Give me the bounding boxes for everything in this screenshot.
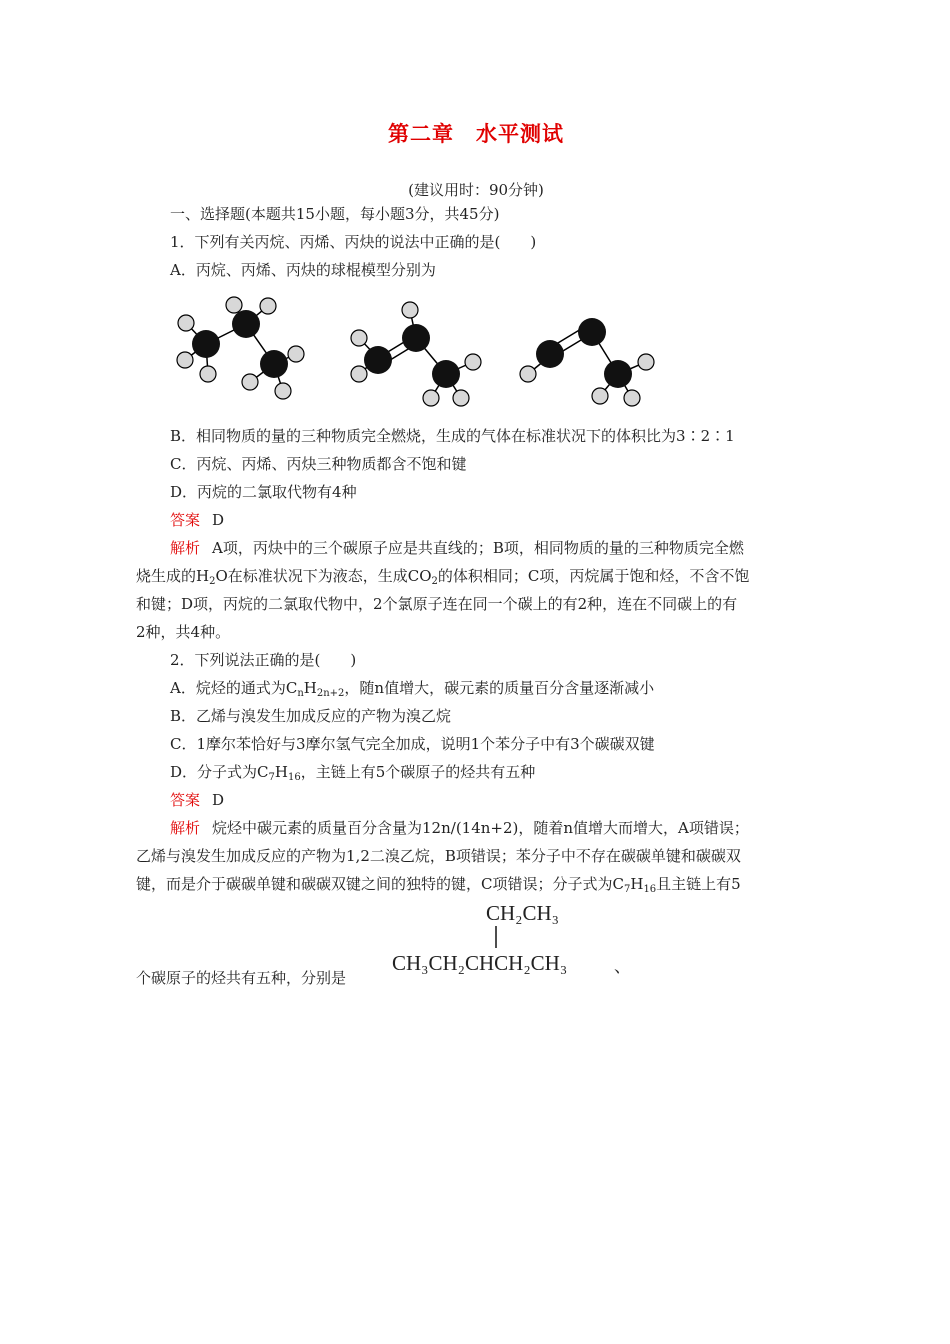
- question-2-option-b: B．乙烯与溴发生加成反应的产物为溴乙烷: [170, 707, 452, 725]
- question-1-answer: [170, 510, 224, 530]
- question-1-analysis-line-2: 烧生成的$H_2O$在标准状况下为液态，生成$CO_2$的体积相同；C项，丙烷属于饱和烃，不含不饱: [136, 567, 750, 587]
- formula-main-chain: CH₃CH₂CHCH₂CH₃: [392, 951, 568, 975]
- question-2-analysis-line-3: 键，而是介于碳碳单键和碳碳双键之间的独特的键，C项错误；分子式为$C_7H_{16}$且主链上有5: [136, 875, 741, 895]
- question-1-option-c: C．丙烷、丙烯、丙炔三种物质都含不饱和键: [170, 455, 467, 473]
- question-1-analysis-line-1: 解析 A项，丙炔中的三个碳原子应是共直线的；B项，相同物质的量的三种物质完全燃: [170, 539, 744, 557]
- question-2-option-a: A．烷烃的通式为$C_nH_{2n+2}$，随n值增大，碳元素的质量百分含量逐渐减小: [170, 679, 655, 699]
- answer-value: D: [212, 511, 225, 529]
- question-1-analysis-line-3: 和键；D项，丙烷的二氯取代物中，2个氯原子连在同一个碳上的有2种，连在不同碳上的有: [136, 595, 738, 613]
- formula-branch: CH₂CH₃: [486, 901, 559, 925]
- question-2-option-c: C．1摩尔苯恰好与3摩尔氢气完全加成，说明1个苯分子中有3个碳碳双键: [170, 735, 655, 753]
- question-1-stem: 1．下列有关丙烷、丙烯、丙炔的说法中正确的是( ): [170, 233, 537, 251]
- question-2-analysis-line-1: 解析 烷烃中碳元素的质量百分含量为12n/(14n+2)，随着n值增大而增大，A项错误；: [170, 819, 749, 837]
- page-title: 第二章 水平测试: [388, 121, 564, 146]
- analysis-label: 解析: [170, 539, 201, 557]
- answer-label: 答案: [170, 791, 201, 809]
- question-2-option-d: D．分子式为$C_7H_{16}$，主链上有5个碳原子的烃共有五种: [170, 763, 536, 783]
- question-1-analysis-line-4: 2种，共4种。: [136, 623, 231, 641]
- question-1-option-d: D．丙烷的二氯取代物有4种: [170, 483, 357, 501]
- answer-value: D: [212, 791, 225, 809]
- structural-formula: [388, 896, 631, 986]
- trailing-mark: 、: [614, 957, 631, 976]
- question-2-stem: 2．下列说法正确的是( ): [170, 651, 357, 669]
- question-2-analysis-line-4: 个碳原子的烃共有五种，分别是: [136, 969, 347, 987]
- section-heading: 一、选择题(本题共15小题，每小题3分，共45分): [170, 205, 500, 223]
- question-1-option-b: B．相同物质的量的三种物质完全燃烧，生成的气体在标准状况下的体积比为3∶2∶1: [170, 427, 735, 445]
- suggested-time: (建议用时：90分钟): [408, 181, 544, 199]
- question-2-answer: [170, 790, 224, 810]
- ball-stick-models: [170, 294, 670, 414]
- question-2-analysis-line-2: 乙烯与溴发生加成反应的产物为1,2二溴乙烷，B项错误；苯分子中不存在碳碳单键和碳碳双: [136, 847, 741, 865]
- analysis-label: 解析: [170, 819, 201, 837]
- answer-label: 答案: [170, 511, 201, 529]
- question-1-option-a: A．丙烷、丙烯、丙炔的球棍模型分别为: [170, 261, 436, 279]
